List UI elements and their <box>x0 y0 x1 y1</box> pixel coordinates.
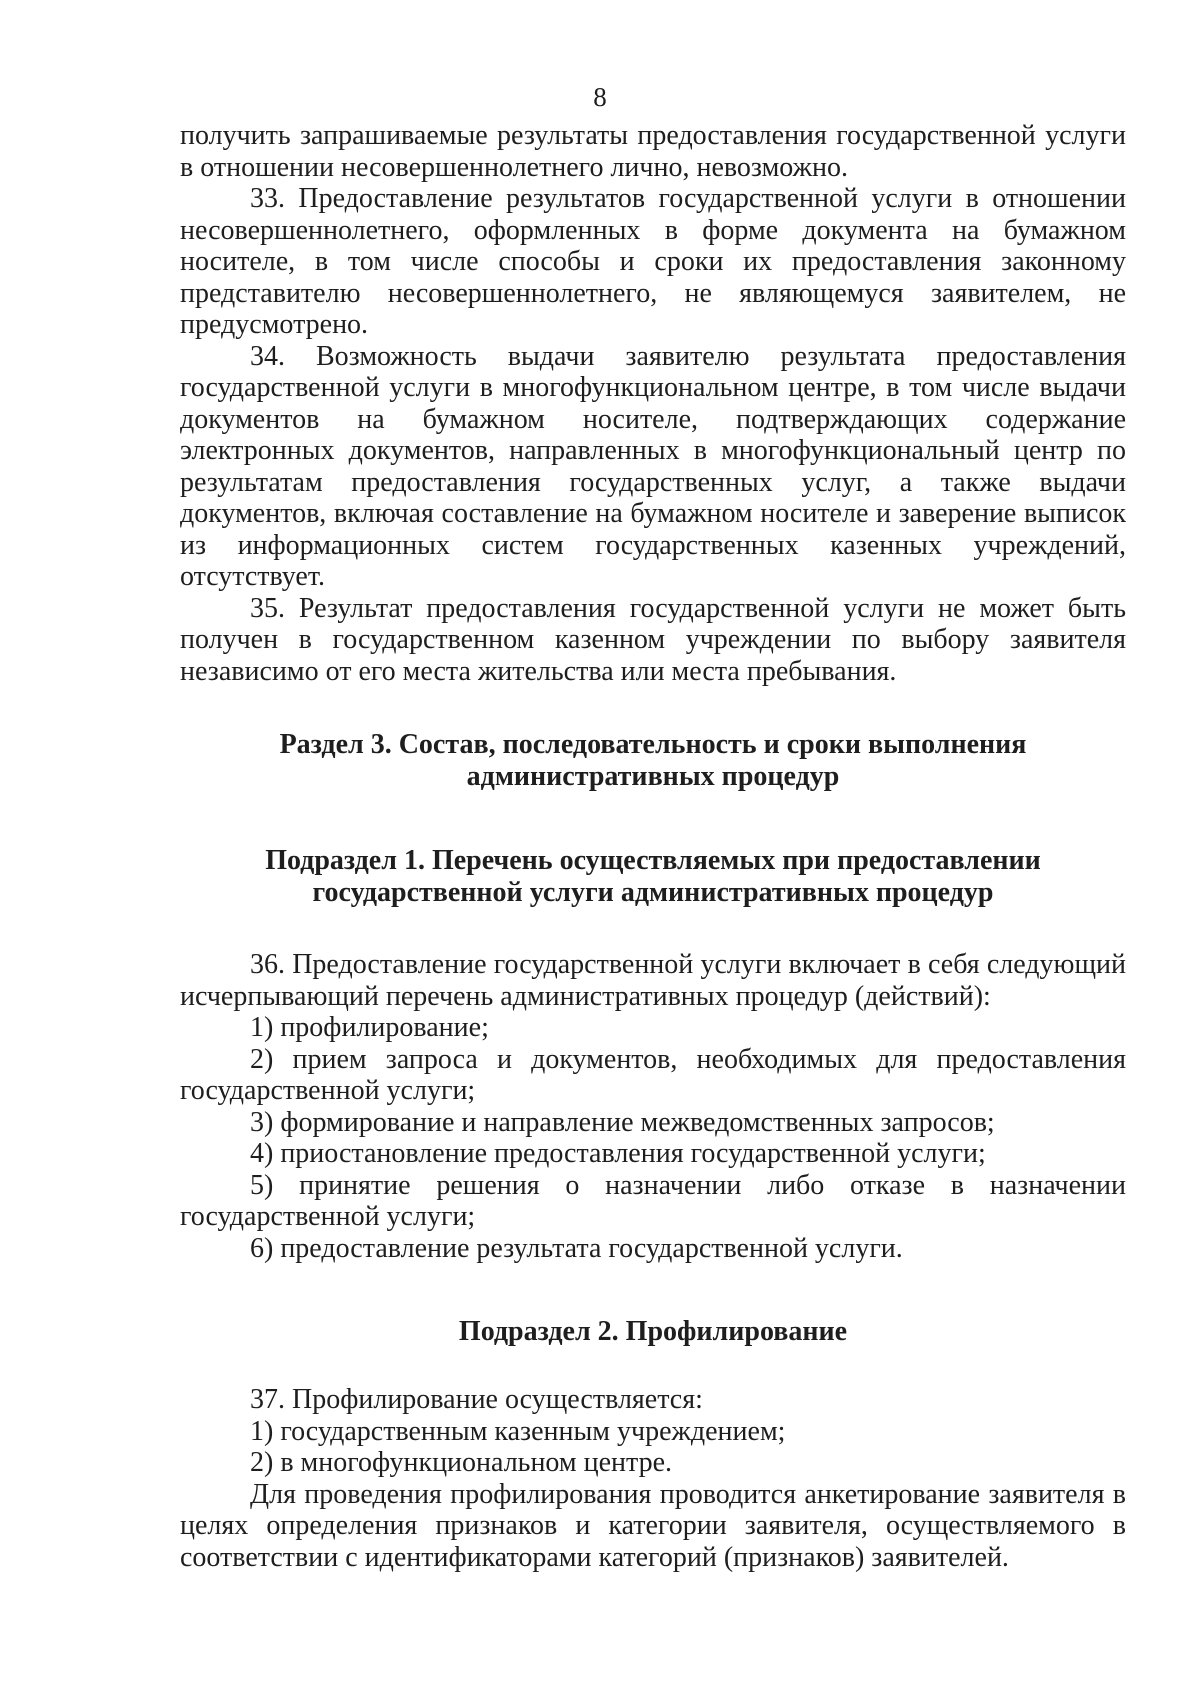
paragraph-34: 34. Возможность выдачи заявителю результата предоставления государственной услуги в многофункциональном центре, в том числе выдачи документов на бумажном носителе, подтверждающих содержание электронных документов, направленных в многофункциональный центр по результатам предоставления государственных услуг, а также выдачи документов, включая составление на бумажном носителе и заверение выписок из информационных систем государственных казенных учреждений, отсутствует. <box>180 340 1126 592</box>
list-item: 4) приостановление предоставления государственной услуги; <box>250 1138 986 1169</box>
list-item: 3) формирование и направление межведомственных запросов; <box>250 1106 995 1138</box>
section-3-heading-line-2: административных процедур <box>466 761 840 792</box>
page-number: 8 <box>593 82 607 112</box>
list-item: 1) профилирование; <box>250 1012 489 1043</box>
list-item: 1) государственным казенным учреждением; <box>250 1415 786 1447</box>
subsection-2-heading: Подраздел 2. Профилирование <box>458 1316 848 1347</box>
subsection-1-heading-line-1: Подраздел 1. Перечень осуществляемых при предоставлении <box>265 845 1041 876</box>
paragraph-profiling-description: Для проведения профилирования проводится анкетирование заявителя в целях определения признаков и категории заявителя, осуществляемого в соответствии с идентификаторами категорий (признаков) заявителей. <box>180 1478 1126 1573</box>
list-item: 6) предоставление результата государственной услуги. <box>250 1232 903 1264</box>
subsection-1-heading-line-2: государственной услуги административных процедур <box>312 877 994 908</box>
list-item: 5) принятие решения о назначении либо отказе в назначении государственной услуги; <box>180 1169 1126 1232</box>
subsection-1-heading <box>180 845 1126 909</box>
document-body <box>180 120 1126 1573</box>
section-3-heading <box>180 729 1126 793</box>
paragraph-37: 37. Профилирование осуществляется: <box>250 1384 703 1415</box>
section-3-heading-line-1: Раздел 3. Состав, последовательность и сроки выполнения <box>279 729 1027 760</box>
list-item: 2) прием запроса и документов, необходимых для предоставления государственной услуги; <box>180 1043 1126 1106</box>
paragraph-35: 35. Результат предоставления государственной услуги не может быть получен в государственном казенном учреждении по выбору заявителя независимо от его места жительства или места пребывания. <box>180 592 1126 687</box>
list-item: 2) в многофункциональном центре. <box>250 1447 673 1478</box>
paragraph-33: 33. Предоставление результатов государственной услуги в отношении несовершеннолетнего, оформленных в форме документа на бумажном носителе, в том числе способы и сроки их предоставления законному представителю несовершеннолетнего, не являющемуся заявителем, не предусмотрено. <box>180 183 1126 340</box>
paragraph-36: 36. Предоставление государственной услуги включает в себя следующий исчерпывающий перечень административных процедур (действий): <box>180 949 1126 1012</box>
paragraph-continuation: получить запрашиваемые результаты предоставления государственной услуги в отношении несовершеннолетнего лично, невозможно. <box>180 120 1126 183</box>
